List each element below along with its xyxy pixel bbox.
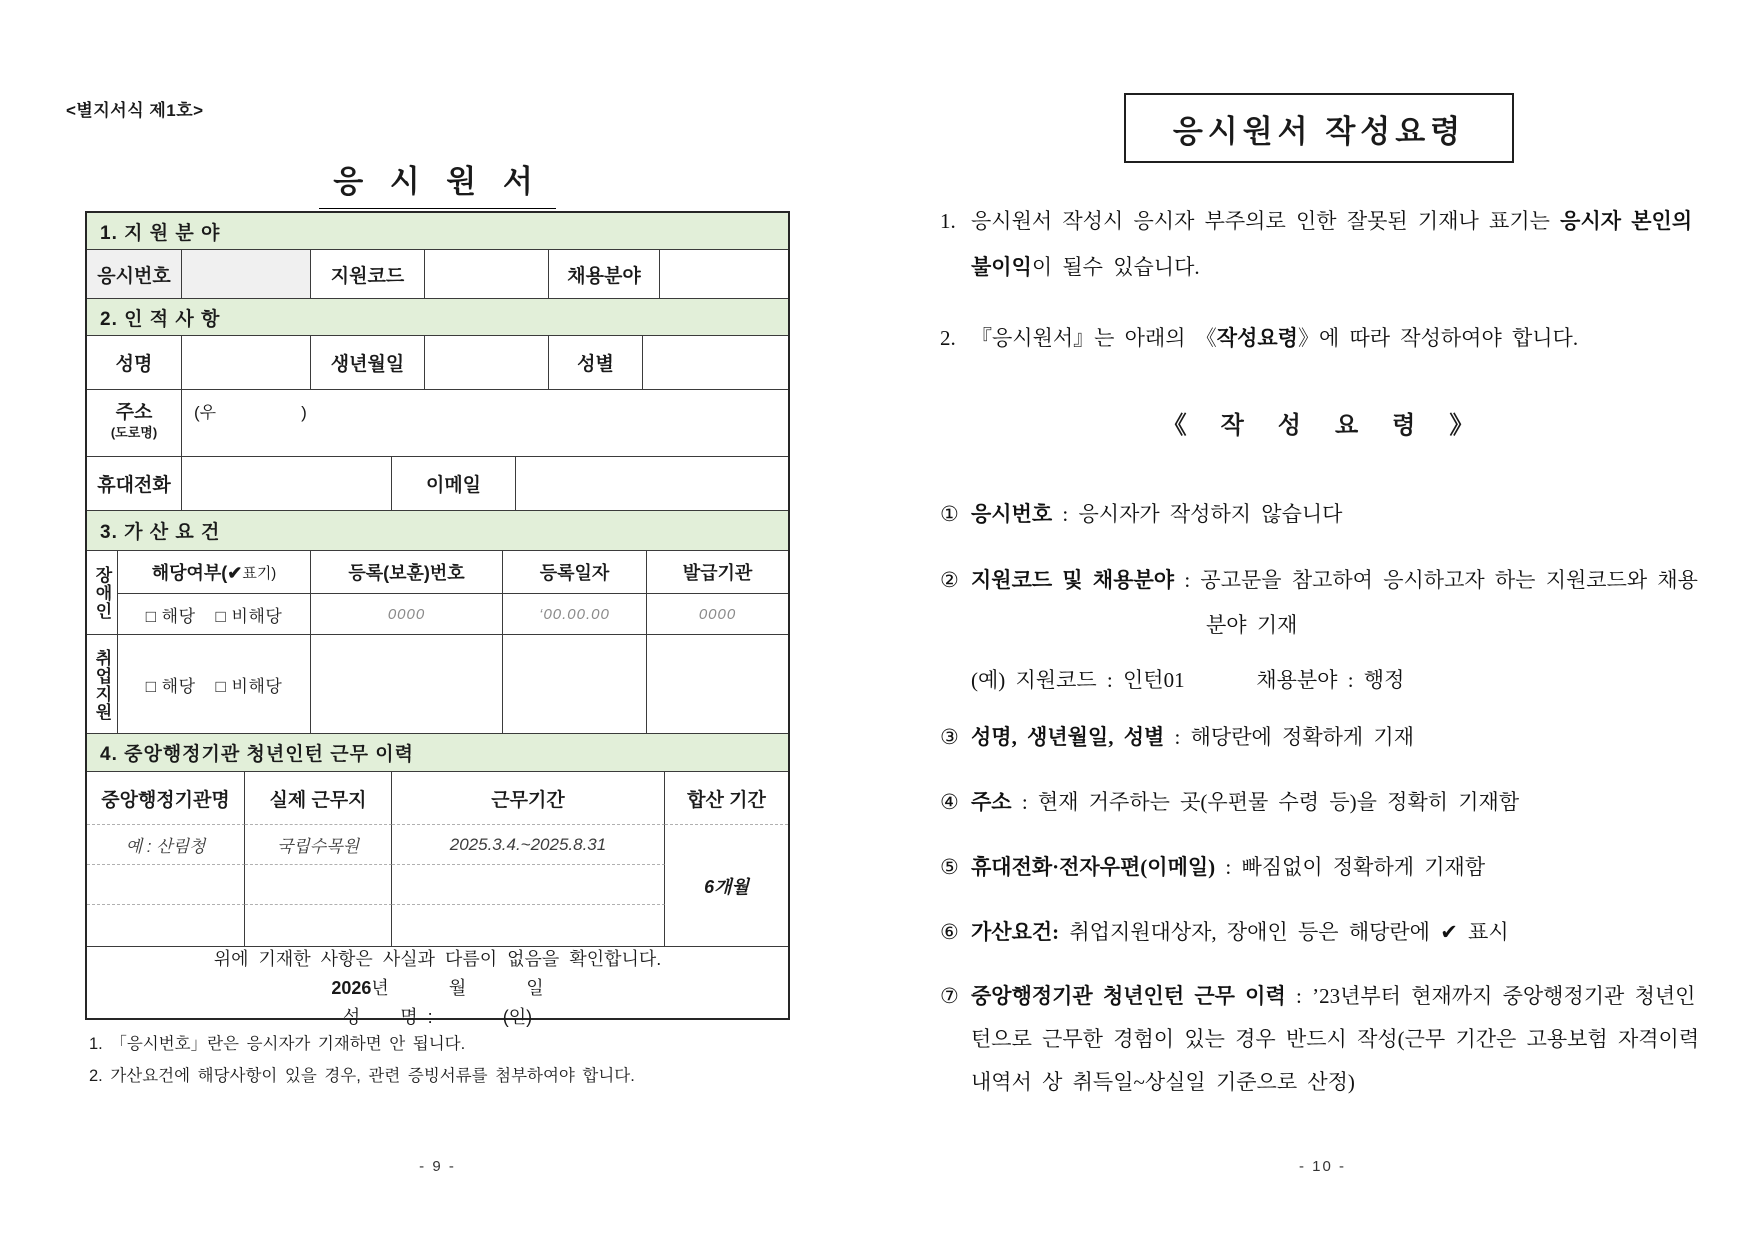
section1-row: [87, 250, 788, 299]
intro-item-1-body: [971, 198, 1705, 290]
employment-regno-cell: [311, 635, 503, 734]
intro1-text: 응시원서 작성시 응시자 부주의로 인한 잘못된 기재나 표기는: [971, 209, 1561, 233]
gender-label: 성별: [549, 336, 643, 389]
example-agency: 예 : 산림청: [87, 825, 245, 865]
guide-item-5-body: [971, 845, 1705, 890]
form-reference-label: <별지서식 제1호>: [66, 101, 204, 120]
name-label: 성명: [87, 336, 182, 389]
example-period: 2025.3.4.~2025.8.31: [392, 825, 665, 865]
guide5-sep: :: [1215, 855, 1242, 879]
registration-date-header: 등록일자: [503, 551, 647, 594]
guide-item-7-number: ⑦: [940, 984, 959, 1008]
address-label-main: 주소: [115, 402, 153, 423]
total-period-value: [665, 825, 788, 947]
disability-regno-placeholder: 0000: [311, 594, 503, 635]
section4-grid: [87, 772, 788, 947]
disability-checkbox-yes: □ 해당: [145, 606, 196, 626]
apply-code-value-cell: [425, 250, 549, 298]
employment-regdate-cell: [503, 635, 647, 734]
section2-header: 2. 인 적 사 항: [87, 299, 788, 336]
guide7-line2: 턴으로 근무한 경험이 있는 경우 반드시 작성(근무 기간은 고용보험 자격이력: [971, 1027, 1700, 1051]
address-row: [87, 390, 788, 457]
instructions-title-box: [1124, 93, 1514, 163]
name-row: [87, 336, 788, 390]
guide2-sep: :: [1174, 568, 1201, 592]
guide3-label: 성명, 생년월일, 성별: [971, 725, 1165, 749]
apply-code-label: 지원코드: [311, 250, 425, 298]
disability-checkbox-no: □ 비해당: [215, 606, 283, 626]
guide-item-1-number: ①: [940, 502, 959, 526]
guide-item-3-number: ③: [940, 725, 959, 749]
guide-item-5: [940, 845, 1705, 890]
signature-seal-label: (인): [502, 1007, 533, 1027]
intro2-bold: 작성요령: [1216, 326, 1298, 350]
intern-row3-period-cell: [392, 905, 665, 947]
guide7-sep: :: [1285, 984, 1313, 1008]
guide4-label: 주소: [971, 790, 1012, 814]
guide-item-6: [940, 910, 1705, 955]
guide7-text: ’23년부터 현재까지 중앙행정기관 청년인: [1312, 984, 1696, 1008]
intern-row2-period-cell: [392, 865, 665, 905]
disability-regdate-placeholder: ‘00.00.00: [503, 594, 647, 635]
address-value-cell: [182, 390, 788, 456]
guide7-line1: [971, 975, 1705, 1018]
guide6-sep: [1059, 920, 1069, 944]
guide-item-2-body: [971, 558, 1705, 703]
section4-header: 4. 중앙행정기관 청년인턴 근무 이력: [87, 734, 788, 772]
form-title: [85, 156, 790, 212]
footnote-2: 2. 가산요건에 해당사항이 있을 경우, 관련 증빙서류를 첨부하여야 합니다.: [89, 1067, 635, 1085]
form-title-text: 응 시 원 서: [319, 156, 556, 212]
guide-item-6-body: [971, 910, 1705, 955]
intro2-text2: 》에 따라 작성하여야 합니다.: [1297, 326, 1579, 350]
guide2-label: 지원코드 및 채용분야: [971, 568, 1175, 592]
confirmation-signature-line: [343, 1005, 532, 1030]
issuer-header: 발급기관: [647, 551, 788, 594]
section3-header: 3. 가 산 요 건: [87, 511, 788, 551]
guide-item-3-body: [971, 715, 1705, 760]
applicable-header-bold: 해당여부(✔: [151, 563, 243, 583]
section3-grid: [87, 551, 788, 734]
disability-checkboxes: [118, 594, 311, 635]
guide2-example: (예) 지원코드 : 인턴01 채용분야 : 행정: [971, 668, 1405, 692]
guide-heading: 《 작 성 요 령 》: [1162, 413, 1480, 439]
application-form-table: [85, 211, 790, 1027]
name-value-cell: [182, 336, 311, 389]
guide3-text: 해당란에 정확하게 기재: [1190, 725, 1414, 749]
postal-code-placeholder: (우 ): [194, 403, 307, 422]
intro-item-2-body: [971, 315, 1705, 361]
confirmation-date-line: [331, 976, 543, 1001]
disability-issuer-placeholder: 0000: [647, 594, 788, 635]
intro-item-2-number: 2.: [940, 326, 956, 350]
intro-item-2: [940, 315, 1705, 361]
birthdate-value-cell: [425, 336, 549, 389]
guide6-text: 취업지원대상자, 장애인 등은 해당란에 ✔ 표시: [1069, 920, 1509, 944]
phone-value-cell: [182, 457, 392, 510]
guide-item-4-number: ④: [940, 790, 959, 814]
employment-checkbox-no: □ 비해당: [215, 677, 283, 696]
guide7-label: 중앙행정기관 청년인턴 근무 이력: [971, 984, 1286, 1008]
employment-checkboxes: [118, 635, 311, 734]
guide2-text: 공고문을 참고하여 응시하고자 하는 지원코드와 채용: [1200, 568, 1698, 592]
workplace-column-header: 실제 근무지: [245, 772, 392, 825]
intern-row2-workplace-cell: [245, 865, 392, 905]
footnote-1: 1. 「응시번호」란은 응시자가 기재하면 안 됩니다.: [89, 1035, 466, 1053]
guide5-label: 휴대전화·전자우편(이메일): [971, 855, 1216, 879]
address-label-sub: (도로명): [110, 425, 158, 440]
intern-row3-agency-cell: [87, 905, 245, 947]
agency-column-header: 중앙행정기관명: [87, 772, 245, 825]
employment-issuer-cell: [647, 635, 788, 734]
page-number-left: - 9 -: [419, 1158, 456, 1175]
guide2-line1: [971, 558, 1705, 603]
guide1-sep: :: [1052, 502, 1079, 526]
employment-support-row-label: 취업지원: [87, 635, 118, 734]
birthdate-label: 생년월일: [311, 336, 425, 389]
guide6-label: 가산요건:: [971, 920, 1060, 944]
intro1-bold2: 불이익: [971, 255, 1032, 279]
period-column-header: 근무기간: [392, 772, 665, 825]
registration-number-header: 등록(보훈)번호: [311, 551, 503, 594]
guide-item-7-body: [971, 975, 1705, 1104]
gender-value-cell: [643, 336, 788, 389]
guide3-sep: :: [1164, 725, 1191, 749]
intro2-text: 『응시원서』는 아래의 《: [971, 326, 1217, 350]
guide-item-5-number: ⑤: [940, 855, 959, 879]
guide-item-6-number: ⑥: [940, 920, 959, 944]
intro1-text2: 이 될수 있습니다.: [1031, 255, 1200, 279]
phone-label: 휴대전화: [87, 457, 182, 510]
signature-name-label: 성 명 :: [342, 1007, 433, 1027]
guide4-text: 현재 거주하는 곳(우편물 수령 등)을 정확히 기재함: [1037, 790, 1520, 814]
guide-item-1: [940, 492, 1705, 537]
guide-item-3: [940, 715, 1705, 760]
example-workplace: 국립수목원: [245, 825, 392, 865]
employment-checkbox-yes: □ 해당: [145, 677, 196, 696]
address-label: [87, 390, 182, 456]
exam-number-value-cell: [182, 250, 311, 298]
guide-item-4: [940, 780, 1705, 825]
intro-item-1-number: 1.: [940, 209, 956, 233]
disability-row-label: 장애인: [87, 551, 118, 635]
confirmation-date-rest: 년 월 일: [371, 978, 544, 998]
guide-item-7: [940, 975, 1705, 1104]
guide-item-2-number: ②: [940, 568, 959, 592]
email-label: 이메일: [392, 457, 516, 510]
total-period-text: 6개월: [704, 877, 749, 897]
confirmation-year: 2026: [331, 978, 372, 998]
page-number-right: - 10 -: [1298, 1158, 1346, 1175]
instructions-title-text: 응시원서 작성요령: [1172, 113, 1466, 149]
guide-item-1-body: [971, 492, 1705, 537]
job-field-value-cell: [660, 250, 788, 298]
section1-header: 1. 지 원 분 야: [87, 213, 788, 250]
guide1-text: 응시자가 작성하지 않습니다: [1078, 502, 1343, 526]
guide7-line3: 내역서 상 취득일~상실일 기준으로 산정): [971, 1070, 1355, 1094]
confirmation-statement: 위에 기재한 사항은 사실과 다름이 없음을 확인합니다.: [213, 949, 662, 969]
email-value-cell: [516, 457, 788, 510]
exam-number-label: 응시번호: [87, 250, 182, 298]
intern-row3-workplace-cell: [245, 905, 392, 947]
phone-row: [87, 457, 788, 511]
guide-item-4-body: [971, 780, 1705, 825]
intro-item-1: [940, 198, 1705, 290]
guide2-line2: 분야 기재: [1206, 613, 1298, 637]
guide4-sep: :: [1011, 790, 1038, 814]
confirmation-block: [87, 947, 788, 1030]
guide1-label: 응시번호: [971, 502, 1053, 526]
guide-item-2: [940, 558, 1705, 703]
total-period-column-header: 합산 기간: [665, 772, 788, 825]
intern-row2-agency-cell: [87, 865, 245, 905]
applicable-header-rest: 표기): [242, 564, 277, 582]
applicable-column-header: [118, 551, 311, 594]
intro1-bold1: 응시자 본인의: [1560, 209, 1693, 233]
guide5-text: 빠짐없이 정확하게 기재함: [1241, 855, 1486, 879]
job-field-label: 채용분야: [549, 250, 660, 298]
